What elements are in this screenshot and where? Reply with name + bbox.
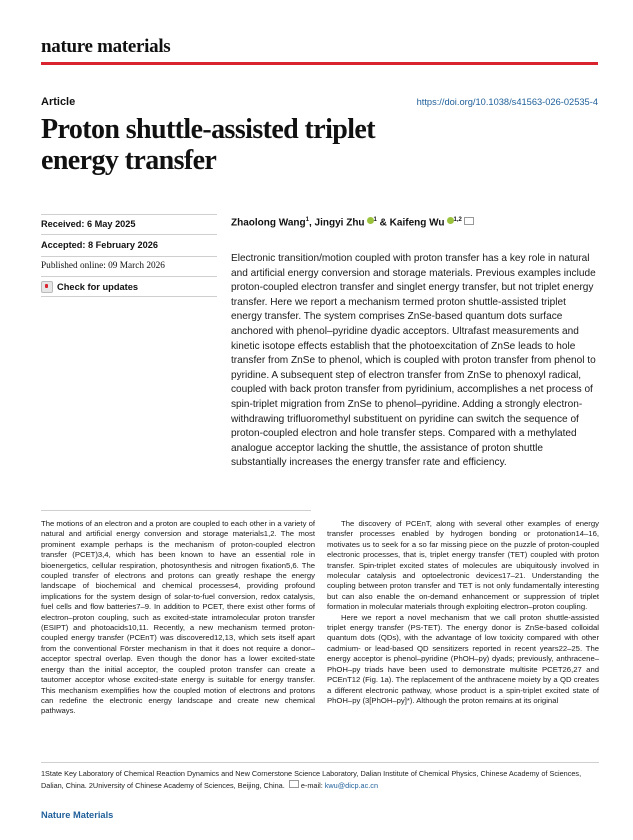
footer-journal: Nature Materials	[41, 810, 114, 820]
journal-name: nature materials	[41, 36, 171, 57]
email-icon[interactable]	[464, 217, 474, 225]
email-icon	[289, 780, 299, 788]
article-title	[41, 114, 461, 176]
title-line-2: energy transfer	[41, 145, 217, 176]
author-name[interactable]: Kaifeng Wu	[389, 217, 445, 229]
orcid-icon[interactable]	[447, 217, 454, 224]
footnote-divider	[41, 762, 599, 763]
paragraph: Here we report a novel mechanism that we call proton shuttle-assisted triplet energy transfer (PS-TET). The energy donor is ZnSe-based colloidal quantum dots (QDs), with the advantage of low toxicity compared with other cadmium- or lead-based QD sensitizers reported in recent years22–25. The energy acceptor is phenol–pyridine (PhOH–py) dyads; previously, anthracene–PhOH–py triads have been used to demonstrate multisite PCET26,27 and PCEnT12 (Fig. 1a). The replacement of the anthracene moiety by a QD creates a different electronic pathway, whose product is a spin-triplet excited state of PhOH–py (3[PhOH–py]*). Although the proton remains at its original	[327, 612, 599, 705]
body-column-right	[327, 519, 599, 706]
check-updates-icon	[41, 281, 53, 293]
paragraph: The motions of an electron and a proton are coupled to each other in a variety of natural and artificial energy conversion and storage materials1,2. The most prominent example perhaps is the mechanism of proton-coupled electron transfer (PCET)3,4, which has been known to have an essential role in bioenergetics, cellular respiration, photosynthesis and nitrogen fixation5,6. The coupled transfer of electrons and protons can greatly reshape the energy landscape of biochemical and chemical processes4, providing profound implications for the system design of solar-to-fuel conversion, redox catalysis, fuel cells and flow batteries7–9. In addition to PCET, there exist other forms of electron–proton coupling, such as excited-state intramolecular proton transfer (ESIPT) and photoacids10,11. Recently, a new mechanism termed proton-coupled energy transfer (PCEnT) was discovered12,13, which sets itself apart from the conventional Förster mechanism in that it does not require a donor–acceptor spectral overlap. Even though the donor has a lower excited-state energy than the initial acceptor, the coupled proton transfer can create a tautomer acceptor whose excited-state energy is suitable for energy transfer. This mechanism exemplifies how the coupled motion of electrons and protons can redefine the electronic energy landscape and create new chemical pathways.	[41, 519, 315, 716]
title-line-1: Proton shuttle-assisted triplet	[41, 114, 375, 145]
meta-divider	[41, 256, 217, 257]
accepted-date: Accepted: 8 February 2026	[41, 240, 158, 250]
author-list: Zhaolong Wang$^1$, Jingyi Zhu $^1$ & Kaifeng Wu $^{1,2}$	[231, 217, 474, 228]
paragraph: The discovery of PCEnT, along with several other examples of energy transfer processes enabled by hydrogen bonding or protonation14–16, motivates us to seek for a so far missing piece on the puzzle of proton-coupled electronic processes, that is, triplet energy transfer (TET) coupled with proton transfer. Spin-triplet excited states of molecules are ubiquitously involved in molecular catalysis and optoelectronic devices17–21. Understanding the coupling between proton transfer and TET is not only fundamentally interesting but can also enable the on-demand enhancement or suppression of triplet formation in molecular materials through exploiting electron–proton coupling.	[327, 519, 599, 612]
published-date: Published online: 09 March 2026	[41, 261, 165, 271]
affiliations: 1State Key Laboratory of Chemical Reaction Dynamics and New Cornerstone Science Laboratory, Dalian Institute of Chemical Physics, Chinese Academy of Sciences, Dalian, China. 2University of Chinese Academy of Sciences, Beijing, China. e-mail: kwu@dicp.ac.cn	[41, 769, 582, 790]
body-column-left	[41, 519, 315, 717]
header-rule	[41, 62, 598, 65]
received-date: Received: 6 May 2025	[41, 219, 136, 229]
meta-divider	[41, 296, 217, 297]
check-for-updates[interactable]: Check for updates	[41, 281, 138, 293]
column-divider	[41, 510, 311, 511]
meta-divider	[41, 214, 217, 215]
author-name[interactable]: Zhaolong Wang	[231, 217, 306, 229]
doi-link[interactable]: https://doi.org/10.1038/s41563-026-02535-4	[416, 97, 598, 107]
meta-divider	[41, 234, 217, 235]
author-name[interactable]: Jingyi Zhu	[314, 217, 365, 229]
abstract: Electronic transition/motion coupled with proton transfer has a key role in natural and artificial energy conversion and storage materials. Previous examples include proton-coupled electron transfer and singlet energy transfer, but not triplet energy transfer. Here we report a mechanism termed proton shuttle-assisted triplet energy transfer. The system comprises ZnSe-based quantum dots surface anchored with phenol–pyridine dyadic acceptors. Ultrafast measurements and kinetic isotope effects establish that the photoexcitation of ZnSe leads to hole transfer from ZnSe to phenol, which is coupled with proton transfer from phenol to pyridine. A subsequent step of electron transfer from ZnSe to phenoxyl radical, coupled with back proton transfer from pyridinium, accomplishes a net process of spin-triplet migration from ZnSe to phenol–pyridine. Adding a strongly electron-withdrawing trifluoromethyl substituent on pyridine can switch the sequence of proton-coupled electron and hole transfer steps. Compared with a methylated analogue acceptor lacking the shuttle, the assistance of proton shuttle substantially increases the energy transfer rate and efficiency.	[231, 253, 596, 469]
meta-divider	[41, 276, 217, 277]
orcid-icon[interactable]	[367, 217, 374, 224]
article-type: Article	[41, 96, 76, 108]
email-link[interactable]: kwu@dicp.ac.cn	[324, 780, 379, 790]
